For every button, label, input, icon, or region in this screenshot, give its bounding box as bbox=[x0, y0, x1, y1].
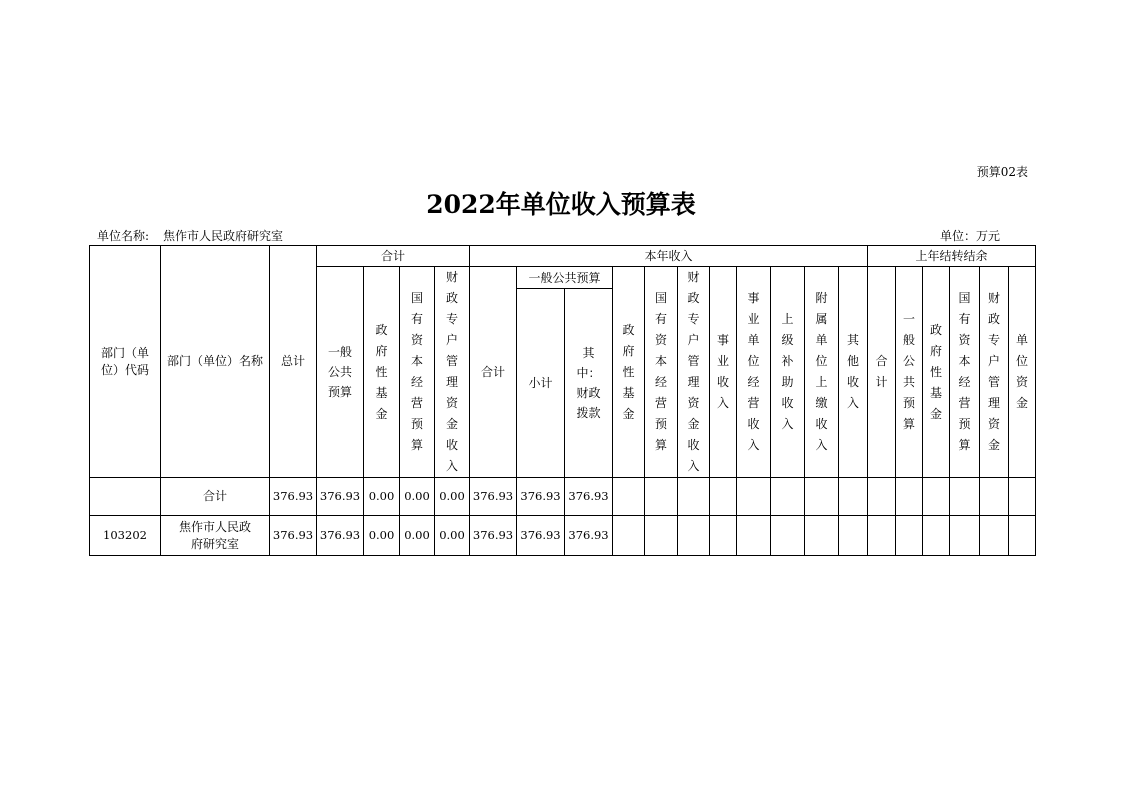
empty-cell bbox=[839, 516, 868, 556]
empty-cell bbox=[737, 478, 771, 516]
row-unit-sum-state-capital: 0.00 bbox=[400, 516, 435, 556]
row-total-cur-general-subtotal: 376.93 bbox=[517, 478, 565, 516]
header-group-carryover: 上年结转结余 bbox=[868, 246, 1036, 267]
header-cur-total: 合计 bbox=[470, 267, 517, 478]
header-sum-gov-fund: 政府性基金 bbox=[364, 267, 400, 478]
empty-cell bbox=[710, 478, 737, 516]
empty-cell bbox=[805, 478, 839, 516]
header-cur-special-account: 财政专户管理资金收入 bbox=[678, 267, 710, 478]
empty-cell bbox=[839, 478, 868, 516]
header-group-sum: 合计 bbox=[317, 246, 470, 267]
empty-cell bbox=[896, 516, 923, 556]
income-budget-table bbox=[89, 245, 1036, 556]
header-cur-general-subtotal: 小计 bbox=[517, 289, 565, 478]
empty-cell bbox=[771, 516, 805, 556]
table-row bbox=[90, 478, 1036, 516]
header-sum-special-account: 财政专户管理资金收入 bbox=[435, 267, 470, 478]
row-total-cur-general-appropriation: 376.93 bbox=[565, 478, 613, 516]
empty-cell bbox=[737, 516, 771, 556]
row-unit-cur-general-subtotal: 376.93 bbox=[517, 516, 565, 556]
empty-cell bbox=[950, 478, 980, 516]
header-total: 总计 bbox=[270, 246, 317, 478]
header-co-total: 合计 bbox=[868, 267, 896, 478]
row-unit-cur-total: 376.93 bbox=[470, 516, 517, 556]
row-total-cur-total: 376.93 bbox=[470, 478, 517, 516]
header-co-gov-fund: 政府性基金 bbox=[923, 267, 950, 478]
currency-unit: 单位：万元 bbox=[939, 229, 1000, 243]
header-co-special-account: 财政专户管理资金 bbox=[980, 267, 1009, 478]
header-cur-other: 其他收入 bbox=[839, 267, 868, 478]
row-unit-sum-gov-fund: 0.00 bbox=[364, 516, 400, 556]
row-total-code bbox=[90, 478, 161, 516]
empty-cell bbox=[868, 516, 896, 556]
empty-cell bbox=[923, 478, 950, 516]
empty-cell bbox=[613, 516, 645, 556]
unit-name-label: 单位名称: bbox=[97, 229, 150, 243]
header-cur-general-appropriation: 其中：财政拨款 bbox=[565, 289, 613, 478]
empty-cell bbox=[710, 516, 737, 556]
row-total-total: 376.93 bbox=[270, 478, 317, 516]
row-unit-code: 103202 bbox=[90, 516, 161, 556]
header-cur-business: 事业收入 bbox=[710, 267, 737, 478]
table-row bbox=[90, 516, 1036, 556]
header-cur-operating: 事业单位经营收入 bbox=[737, 267, 771, 478]
row-total-sum-special-account: 0.00 bbox=[435, 478, 470, 516]
empty-cell bbox=[1009, 478, 1036, 516]
empty-cell bbox=[678, 516, 710, 556]
page-title: 2022年单位收入预算表 bbox=[426, 190, 696, 219]
empty-cell bbox=[645, 516, 678, 556]
row-unit-sum-special-account: 0.00 bbox=[435, 516, 470, 556]
header-cur-gov-fund: 政府性基金 bbox=[613, 267, 645, 478]
empty-cell bbox=[771, 478, 805, 516]
empty-cell bbox=[805, 516, 839, 556]
empty-cell bbox=[868, 478, 896, 516]
empty-cell bbox=[1009, 516, 1036, 556]
header-cur-general-group: 一般公共预算 bbox=[517, 267, 613, 289]
unit-name-value: 焦作市人民政府研究室 bbox=[163, 229, 284, 243]
empty-cell bbox=[980, 516, 1009, 556]
header-cur-affiliated: 附属单位上缴收入 bbox=[805, 267, 839, 478]
header-row-1 bbox=[90, 246, 1036, 267]
header-co-unit-fund: 单位资金 bbox=[1009, 267, 1036, 478]
row-total-sum-state-capital: 0.00 bbox=[400, 478, 435, 516]
row-total-sum-general: 376.93 bbox=[317, 478, 364, 516]
row-total-name: 合计 bbox=[161, 478, 270, 516]
row-unit-sum-general: 376.93 bbox=[317, 516, 364, 556]
row-total-sum-gov-fund: 0.00 bbox=[364, 478, 400, 516]
row-unit-total: 376.93 bbox=[270, 516, 317, 556]
empty-cell bbox=[645, 478, 678, 516]
header-dept-name: 部门（单位）名称 bbox=[161, 246, 270, 478]
header-cur-state-capital: 国有资本经营预算 bbox=[645, 267, 678, 478]
header-sum-general: 一般公共预算 bbox=[317, 267, 364, 478]
row-unit-name: 焦作市人民政府研究室 bbox=[161, 516, 270, 556]
header-dept-code: 部门（单位）代码 bbox=[90, 246, 161, 478]
header-co-state-capital: 国有资本经营预算 bbox=[950, 267, 980, 478]
empty-cell bbox=[896, 478, 923, 516]
header-sum-state-capital: 国有资本经营预算 bbox=[400, 267, 435, 478]
empty-cell bbox=[923, 516, 950, 556]
header-co-general: 一般公共预算 bbox=[896, 267, 923, 478]
empty-cell bbox=[613, 478, 645, 516]
unit-name-line bbox=[97, 227, 283, 244]
empty-cell bbox=[980, 478, 1009, 516]
form-number: 预算02表 bbox=[976, 165, 1028, 179]
row-unit-cur-general-appropriation: 376.93 bbox=[565, 516, 613, 556]
header-cur-subsidy: 上级补助收入 bbox=[771, 267, 805, 478]
header-group-current-income: 本年收入 bbox=[470, 246, 868, 267]
empty-cell bbox=[950, 516, 980, 556]
empty-cell bbox=[678, 478, 710, 516]
